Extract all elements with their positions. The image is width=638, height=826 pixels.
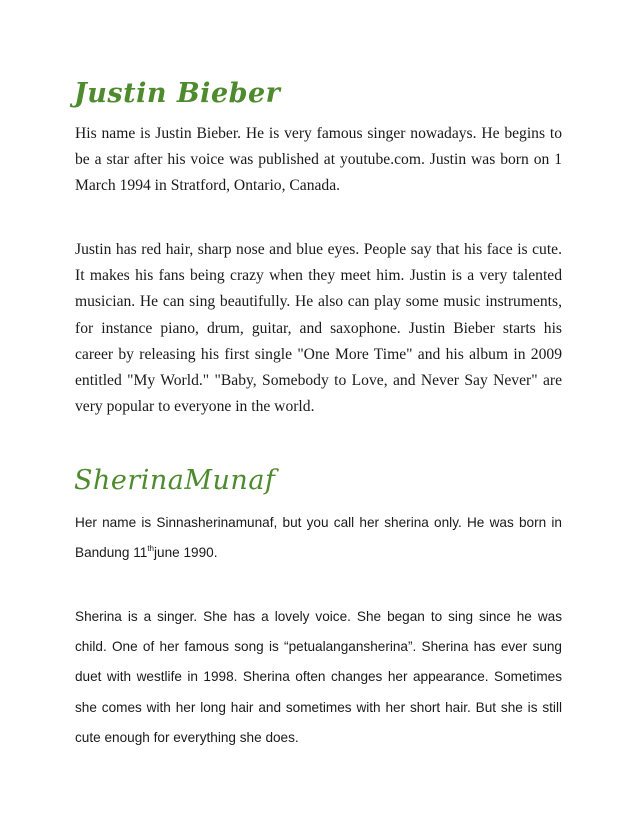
justin-bieber-paragraph-1: His name is Justin Bieber. He is very famous singer nowadays. He begins to be a star after his voice was published at youtube.com. Justin was born on 1 March 1994 in Stratford, Ontario, Canada. [75, 125, 562, 195]
sherina-intro-paragraph [75, 508, 562, 568]
sherina-intro-text-end: june 1990. [154, 545, 218, 561]
section-title-sherina-munaf: SherinaMunaf [74, 465, 276, 496]
section-title-justin-bieber: Justin Bieber [74, 78, 281, 109]
sherina-paragraph: Sherina is a singer. She has a lovely voice. She began to sing since he was child. One of her famous song is “petualangansherina”. Sherina has ever sung duet with westlife in 1998. Sherina often changes her appearance. Sometimes she comes with her long hair and sometimes with her short hair. But she is still cute enough for everything she does. [75, 609, 562, 745]
ordinal-superscript: th [147, 544, 154, 554]
justin-bieber-paragraph-2: Justin has red hair, sharp nose and blue eyes. People say that his face is cute. It makes his fans being crazy when they meet him. Justin is a very talented musician. He can sing beautifully. He also can play some music instruments, for instance piano, drum, guitar, and saxophone. Justin Bieber starts his career by releasing his first single "One More Time" and his album in 2009 entitled "My World." "Baby, Somebody to Love, and Never Say Never" are very popular to everyone in the world. [75, 241, 562, 416]
sherina-intro-text: Her name is Sinnasherinamunaf, but you call her sherina only. He was born in Bandung 11 [75, 515, 562, 561]
